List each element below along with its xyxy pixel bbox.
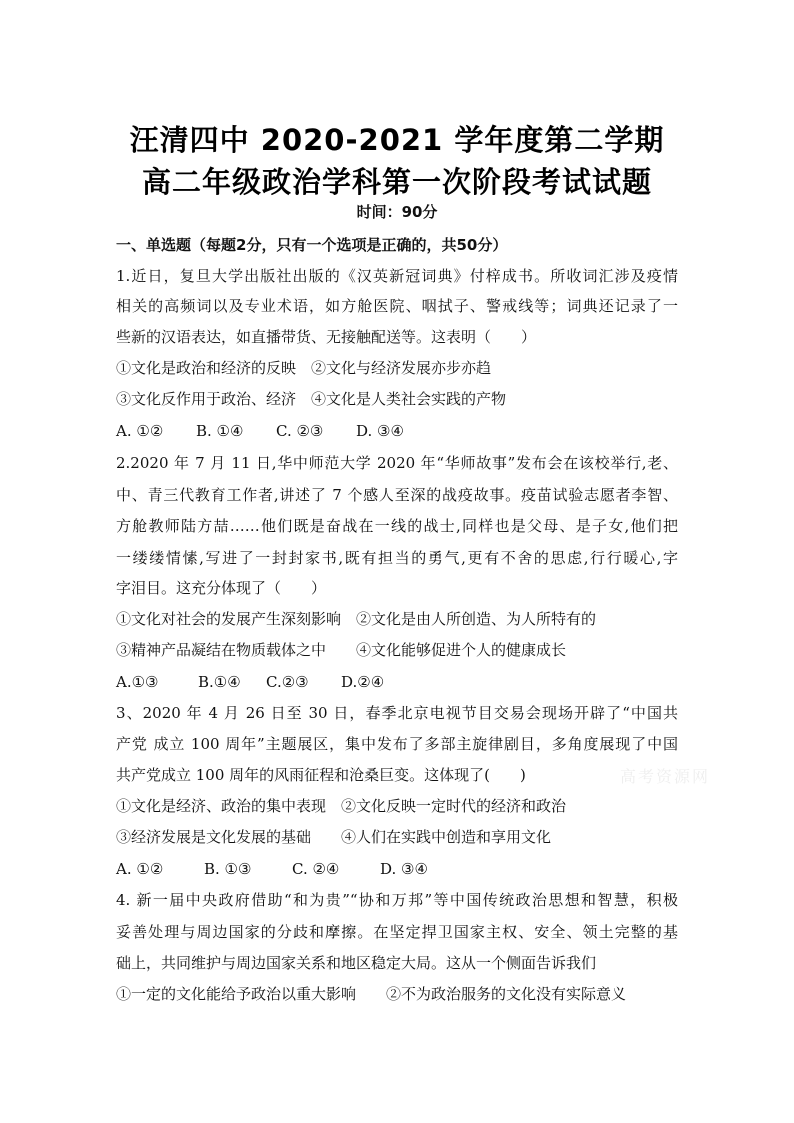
question-3-line-1: 3、2020 年 4 月 26 日至 30 日，春季北京电视节目交易会现场开辟了“中国共 (116, 704, 678, 722)
option-c: C. ②④ (292, 860, 340, 878)
question-1-line-2: 相关的高频词以及专业术语，如方舱医院、咽拭子、警戒线等；词典还记录了一 (116, 297, 678, 315)
section-heading: 一、单选题（每题2分，只有一个选项是正确的，共50分） (116, 236, 508, 254)
option-b: B. ①④ (196, 422, 244, 440)
question-1-statement-1: ①文化是政治和经济的反映 ②文化与经济发展亦步亦趋 (116, 359, 492, 377)
option-d: D. ③④ (380, 860, 428, 878)
question-3-line-3: 共产党成立 100 周年的风雨征程和沧桑巨变。这体现了( ) (116, 766, 526, 784)
question-1-statement-2: ③文化反作用于政治、经济 ④文化是人类社会实践的产物 (116, 390, 507, 408)
question-3-statement-1: ①文化是经济、政治的集中表现 ②文化反映一定时代的经济和政治 (116, 797, 567, 815)
option-b: B.①④ (198, 673, 241, 691)
option-d: D. ③④ (356, 422, 404, 440)
question-2-options (116, 672, 384, 692)
question-2-line-4: 一缕缕情愫,写进了一封封家书,既有担当的勇气,更有不舍的思虑,行行暖心,字 (116, 549, 678, 567)
question-3-options (116, 859, 428, 879)
question-2-line-5: 字泪目。这充分体现了（ ） (116, 579, 327, 597)
question-2-line-2: 中、青三代教育工作者,讲述了 7 个感人至深的战疫故事。疫苗试验志愿者李智、 (116, 486, 678, 504)
question-2-statement-1: ①文化对社会的发展产生深刻影响 ②文化是由人所创造、为人所特有的 (116, 610, 597, 628)
option-d: D.②④ (341, 673, 385, 691)
option-a: A. ①② (116, 860, 164, 878)
question-1-options (116, 421, 404, 441)
option-a: A. ①② (116, 422, 164, 440)
question-1-line-1: 1.近日，复旦大学出版社出版的《汉英新冠词典》付梓成书。所收词汇涉及疫情 (116, 267, 678, 285)
watermark: 高考资源网 (620, 767, 711, 786)
question-3-line-2: 产党 成立 100 周年”主题展区，集中发布了多部主旋律剧目，多角度展现了中国 (116, 735, 678, 753)
exam-title-line1: 汪清四中 2020-2021 学年度第二学期 (129, 123, 665, 157)
exam-time: 时间：90分 (356, 203, 438, 221)
option-b: B. ①③ (204, 860, 252, 878)
question-4-line-3: 础上，共同维护与周边国家关系和地区稳定大局。这从一个侧面告诉我们 (116, 954, 597, 972)
question-4-statement-1: ①一定的文化能给予政治以重大影响 ②不为政治服务的文化没有实际意义 (116, 985, 627, 1003)
question-2-line-1: 2.2020 年 7 月 11 日,华中师范大学 2020 年“华师故事”发布会在该校举行,老、 (116, 454, 678, 472)
option-c: C. ②③ (276, 422, 324, 440)
question-4-line-1: 4. 新一届中央政府借助“和为贵”“协和万邦”等中国传统政治思想和智慧，积极 (116, 891, 678, 909)
question-3-statement-2: ③经济发展是文化发展的基础 ④人们在实践中创造和享用文化 (116, 828, 552, 846)
option-c: C.②③ (266, 673, 309, 691)
exam-title-line2: 高二年级政治学科第一次阶段考试试题 (141, 165, 652, 199)
question-1-line-3: 些新的汉语表达，如直播带货、无接触配送等。这表明（ ） (116, 328, 537, 346)
question-2-statement-2: ③精神产品凝结在物质载体之中 ④文化能够促进个人的健康成长 (116, 641, 567, 659)
question-2-line-3: 方舱教师陆方喆……他们既是奋战在一线的战士,同样也是父母、是子女,他们把 (116, 517, 678, 535)
option-a: A.①③ (116, 673, 159, 691)
question-4-line-2: 妥善处理与周边国家的分歧和摩擦。在坚定捍卫国家主权、安全、领土完整的基 (116, 923, 678, 941)
